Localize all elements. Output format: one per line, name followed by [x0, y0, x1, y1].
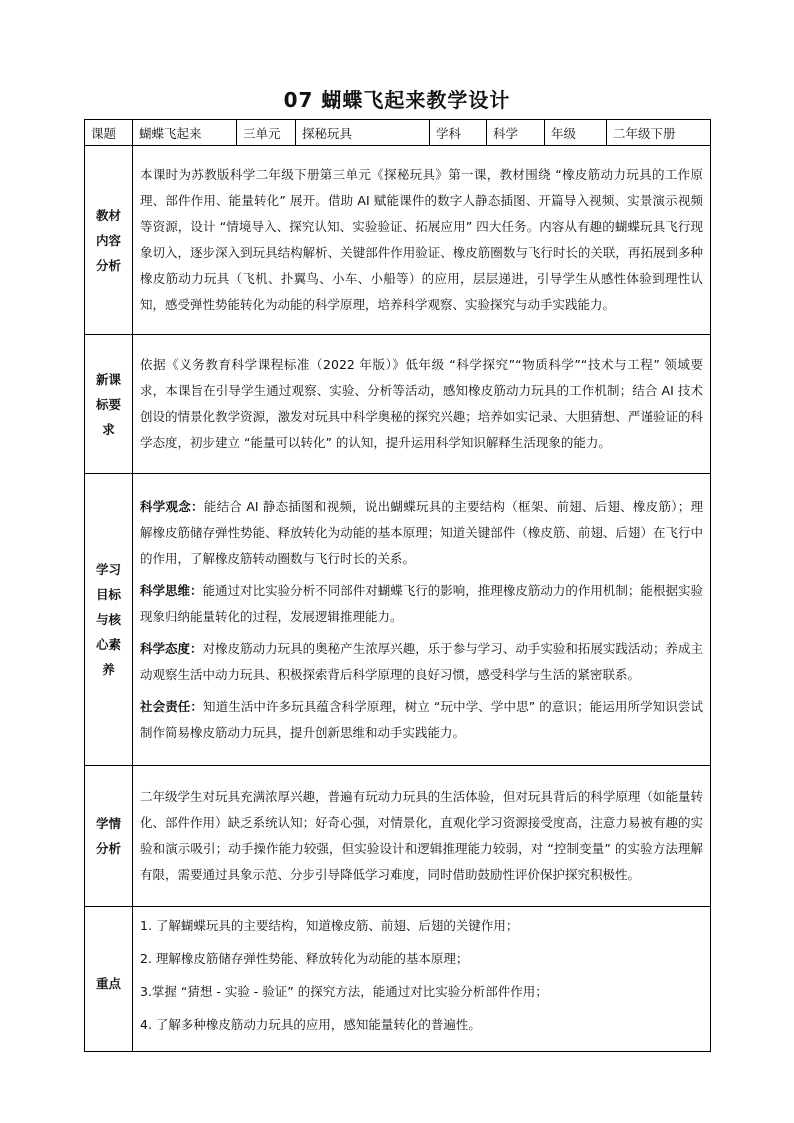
objective-thinking-head: 科学思维： — [140, 582, 203, 598]
subject-value: 科学 — [487, 120, 545, 146]
keypoint-item: 2. 理解橡皮筋储存弹性势能、释放转化为动能的基本原理； — [140, 951, 469, 966]
objective-concept-text: 能结合 AI 静态插图和视频，说出蝴蝶玩具的主要结构（框架、前翅、后翅、橡皮筋）；理解橡皮筋储存弹性势能、释放转化为动能的基本原理；知道关键部件（橡皮筋、前翅、后翅）在飞行中的作用，了解橡皮筋转动圈数与飞行时长的关系。 — [140, 498, 703, 566]
material-label — [85, 146, 133, 335]
objective-responsibility — [140, 694, 703, 746]
standard-row — [85, 335, 711, 474]
objective-responsibility-text: 知道生活中许多玩具蕴含科学原理，树立 “玩中学、学中思” 的意识；能运用所学知识尝试制作简易橡皮筋动力玩具，提升创新思维和动手实践能力。 — [140, 698, 703, 740]
course-label: 课题 — [85, 120, 133, 146]
material-label-text: 教材内容分析 — [95, 207, 121, 273]
course-value: 蝴蝶飞起来 — [133, 120, 237, 146]
standard-label — [85, 335, 133, 474]
material-text: 本课时为苏教版科学二年级下册第三单元《探秘玩具》第一课，教材围绕 “橡皮筋动力玩具的工作原理、部件作用、能量转化” 展开。借助 AI 赋能课件的数字人静态插图、开篇导入视频、实景演示视频等资源，设计 “情境导入、探究认知、实验验证、拓展应用” 四大任务。内容从有趣的蝴蝶玩具飞行现象切入，逐步深入到玩具结构解析、关键部件作用验证、橡皮筋圈数与飞行时长的关联，再拓展到多种橡皮筋动力玩具（飞机、扑翼鸟、小车、小船等）的应用，层层递进，引导学生从感性体验到理性认知，感受弹性势能转化为动能的科学原理，培养科学观察、实验探究与动手实践能力。 — [133, 146, 711, 335]
keypoint-item: 4. 了解多种橡皮筋动力玩具的应用，感知能量转化的普遍性。 — [140, 1017, 481, 1032]
subject-label: 学科 — [430, 120, 487, 146]
grade-label: 年级 — [545, 120, 607, 146]
learner-label-text: 学情分析 — [95, 816, 121, 856]
objective-responsibility-head: 社会责任： — [140, 698, 204, 714]
objective-thinking — [140, 578, 703, 630]
objectives-content — [133, 474, 711, 766]
objective-thinking-text: 能通过对比实验分析不同部件对蝴蝶飞行的影响，推理橡皮筋动力的作用机制；能根据实验现象归纳能量转化的过程，发展逻辑推理能力。 — [140, 582, 703, 624]
learner-row — [85, 766, 711, 907]
keypoints-label: 重点 — [85, 907, 133, 1052]
unit-value: 探秘玩具 — [296, 120, 430, 146]
standard-label-text: 新课标要求 — [95, 371, 121, 437]
page-title: 07 蝴蝶飞起来教学设计 — [283, 88, 511, 112]
header-row — [85, 120, 711, 146]
objectives-label-text: 学习目标与核心素养 — [95, 562, 121, 677]
keypoint-item: 3.掌握 “猜想 - 实验 - 验证” 的探究方法，能通过对比实验分析部件作用； — [140, 984, 548, 999]
lesson-plan-table — [84, 119, 711, 1052]
keypoints-content — [133, 907, 711, 1052]
learner-text: 二年级学生对玩具充满浓厚兴趣，普遍有玩动力玩具的生活体验，但对玩具背后的科学原理（如能量转化、部件作用）缺乏系统认知；好奇心强，对情景化，直观化学习资源接受度高，注意力易被有趣的实验和演示吸引；动手操作能力较强，但实验设计和逻辑推理能力较弱，对 “控制变量” 的实验方法理解有限，需要通过具象示范、分步引导降低学习难度，同时借助鼓励性评价保护探究积极性。 — [133, 766, 711, 907]
objective-attitude-head: 科学态度： — [140, 640, 203, 656]
keypoint-item: 1. 了解蝴蝶玩具的主要结构，知道橡皮筋、前翅、后翅的关键作用； — [140, 918, 519, 933]
keypoints-row — [85, 907, 711, 1052]
objective-concept — [140, 494, 703, 572]
objective-attitude — [140, 636, 703, 688]
standard-text: 依据《义务教育科学课程标准（2022 年版）》低年级 “科学探究”“物质科学”“技术与工程” 领域要求，本课旨在引导学生通过观察、实验、分析等活动，感知橡皮筋动力玩具的工作机制；结合 AI 技术创设的情景化教学资源，激发对玩具中科学奥秘的探究兴趣；培养如实记录、大胆猜想、严谨验证的科学态度，初步建立 “能量可以转化” 的认知，提升运用科学知识解释生活现象的能力。 — [133, 335, 711, 474]
unit-label: 三单元 — [237, 120, 296, 146]
objective-attitude-text: 对橡皮筋动力玩具的奥秘产生浓厚兴趣，乐于参与学习、动手实验和拓展实践活动；养成主动观察生活中动力玩具、积极探索背后科学原理的良好习惯，感受科学与生活的紧密联系。 — [140, 640, 703, 682]
material-row — [85, 146, 711, 335]
objective-concept-head: 科学观念： — [140, 498, 204, 514]
objectives-label — [85, 474, 133, 766]
grade-value: 二年级下册 — [607, 120, 711, 146]
learner-label — [85, 766, 133, 907]
objectives-row — [85, 474, 711, 766]
